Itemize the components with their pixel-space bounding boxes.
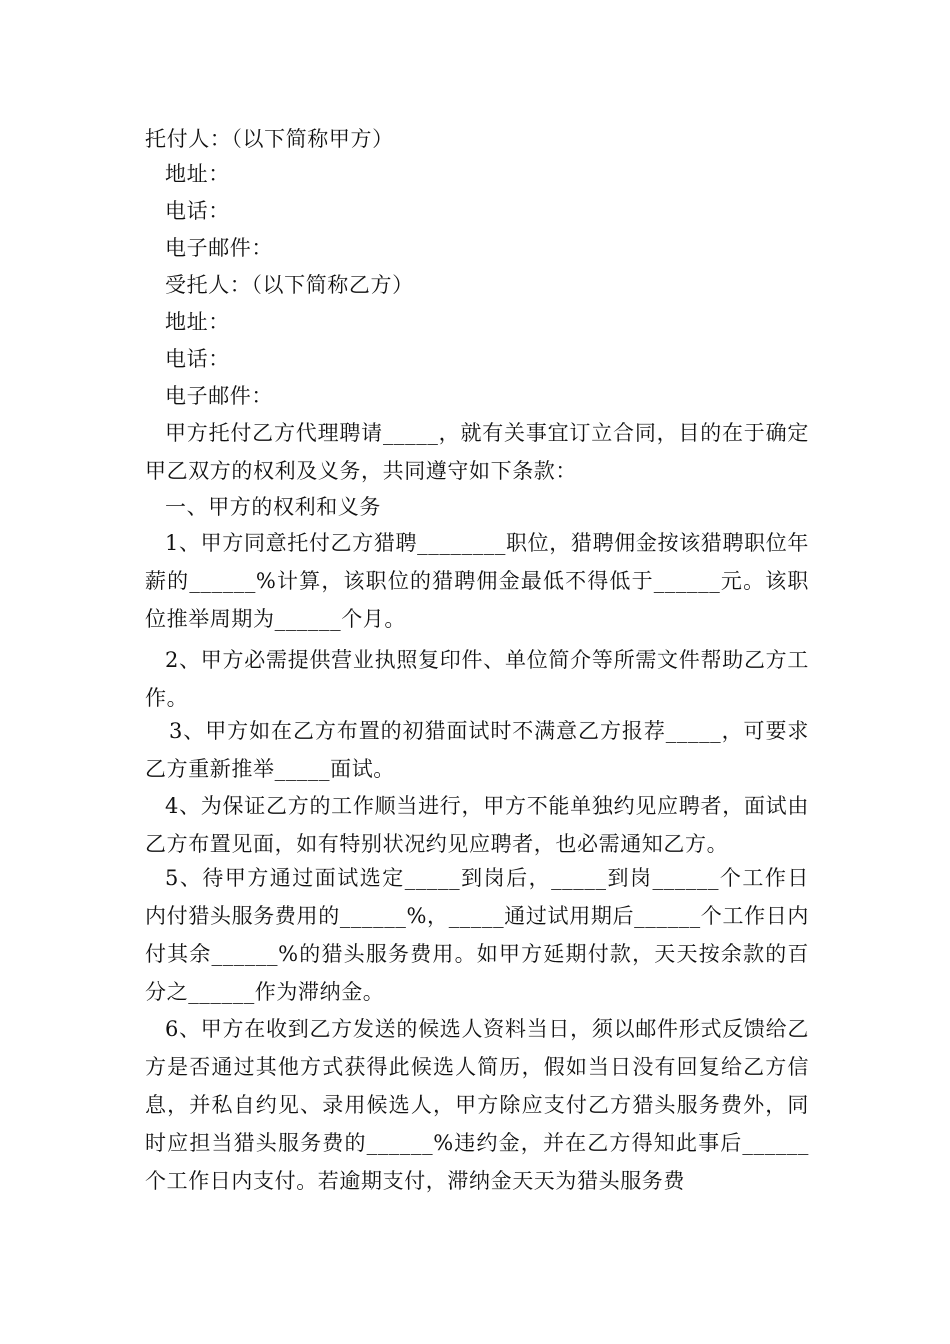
agent-line: 受托人：（以下简称乙方） (165, 273, 414, 297)
principal-phone: 电话： (165, 199, 230, 223)
agent-phone: 电话： (165, 347, 230, 371)
clause-2: 2、甲方必需提供营业执照复印件、单位简介等所需文件帮助乙方工作。 (145, 648, 809, 710)
clause-4: 4、为保证乙方的工作顺当进行，甲方不能单独约见应聘者，面试由乙方布置见面，如有特别状况约见应聘者，也必需通知乙方。 (145, 794, 809, 856)
section-title: 一、甲方的权利和义务 (165, 495, 381, 519)
clause-6: 6、甲方在收到乙方发送的候选人资料当日，须以邮件形式反馈给乙方是否通过其他方式获得此候选人简历，假如当日没有回复给乙方信息，并私自约见、录用候选人，甲方除应支付乙方猎头服务费外，同时应担当猎头服务费的______%违约金，并在乙方得知此事后______个工作日内支付。若逾期支付，滞纳金天天为猎头服务费 (145, 1017, 809, 1193)
clause-3: 3、甲方如在乙方布置的初猎面试时不满意乙方报荐_____，可要求乙方重新推举_____面试。 (145, 719, 809, 781)
clause-5: 5、待甲方通过面试选定_____到岗后，_____到岗______个工作日内付猎头服务费用的______%，_____通过试用期后______个工作日内付其余______%的猎头服务费用。如甲方延期付款，天天按余款的百分之______作为滞纳金。 (145, 866, 809, 1004)
clause-1: 1、甲方同意托付乙方猎聘________职位，猎聘佣金按该猎聘职位年薪的______%计算，该职位的猎聘佣金最低不得低于______元。该职位推举周期为______个月。 (145, 531, 809, 631)
agent-address: 地址： (165, 310, 230, 334)
intro-paragraph: 甲方托付乙方代理聘请_____，就有关事宜订立合同，目的在于确定甲乙双方的权利及义务，共同遵守如下条款： (145, 421, 809, 483)
agent-email: 电子邮件： (165, 384, 273, 408)
principal-address: 地址： (165, 162, 230, 186)
principal-line: 托付人：（以下简称甲方） (145, 127, 394, 151)
principal-email: 电子邮件： (165, 236, 273, 260)
